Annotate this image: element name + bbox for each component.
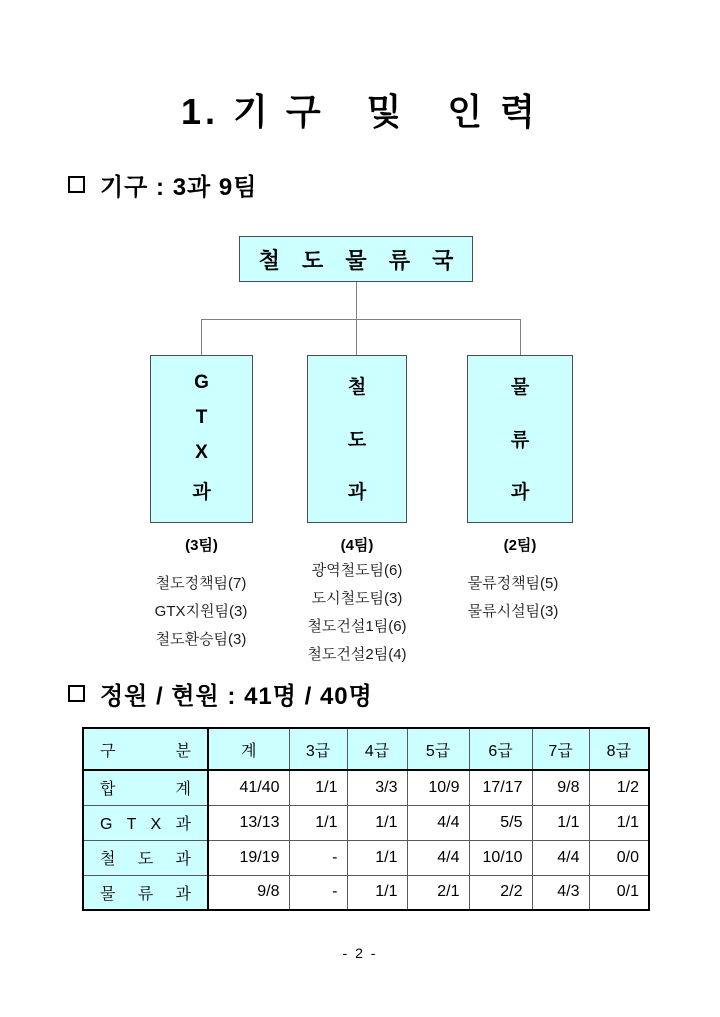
page-title: 1. 기 구 및 인 력: [181, 91, 539, 132]
page-number: - 2 -: [342, 945, 378, 961]
team-list-railroad: [267, 557, 447, 669]
cell-value: 4/3: [532, 875, 589, 910]
cell-value: 17/17: [469, 770, 532, 805]
row-label: 합 계: [83, 770, 208, 805]
team-item: 도시철도팀(3): [311, 590, 403, 607]
col-header-grade5: 5급: [407, 728, 469, 770]
cell-value: 1/2: [589, 770, 649, 805]
cell-value: 0/1: [589, 875, 649, 910]
cell-value: 4/4: [532, 840, 589, 875]
section-heading-organization: [68, 167, 257, 202]
col-header-grade8: 8급: [589, 728, 649, 770]
org-chart-connector-drop-1: [201, 319, 202, 355]
personnel-table: [82, 727, 650, 911]
cell-value: 1/1: [532, 805, 589, 840]
cell-value: 4/4: [407, 805, 469, 840]
org-chart-connector-root: [356, 282, 357, 320]
cell-value: 4/4: [407, 840, 469, 875]
team-item: 철도건설1팀(6): [307, 618, 407, 635]
cell-value: 2/2: [469, 875, 532, 910]
cell-value: 2/1: [407, 875, 469, 910]
cell-value: 1/1: [289, 805, 347, 840]
col-header-grade4: 4급: [347, 728, 407, 770]
dept-char: 물: [510, 377, 530, 398]
square-bullet-icon: [68, 176, 85, 193]
col-header-grade3: 3급: [289, 728, 347, 770]
team-count-logistics: (2팀): [503, 537, 537, 554]
cell-value: 0/0: [589, 840, 649, 875]
cell-value: 19/19: [208, 840, 289, 875]
table-row-railroad: [83, 840, 649, 875]
col-header-grade6: 6급: [469, 728, 532, 770]
col-header-grade7: 7급: [532, 728, 589, 770]
dept-char: 철: [347, 377, 367, 398]
cell-value: 1/1: [289, 770, 347, 805]
cell-value: 10/10: [469, 840, 532, 875]
row-label: G T X 과: [83, 805, 208, 840]
cell-value: 41/40: [208, 770, 289, 805]
table-row-total: [83, 770, 649, 805]
row-label: 철 도 과: [83, 840, 208, 875]
team-item: 철도정책팀(7): [155, 575, 247, 592]
team-item: 물류시설팀(3): [467, 603, 559, 620]
team-count-railroad: (4팀): [340, 537, 374, 554]
dept-char: 과: [192, 482, 211, 503]
cell-value: 3/3: [347, 770, 407, 805]
dept-char: G: [194, 372, 209, 393]
org-chart-dept-box-railroad: [307, 355, 407, 523]
team-item: 철도환승팀(3): [155, 631, 247, 648]
org-chart-connector-drop-2: [356, 319, 357, 355]
cell-value: 9/8: [208, 875, 289, 910]
section-heading-personnel-label: 정원 / 현원 : 41명 / 40명: [100, 683, 373, 710]
team-item: 물류정책팀(5): [467, 575, 559, 592]
org-chart-root-box: 철 도 물 류 국: [239, 236, 473, 282]
col-header-total: 계: [208, 728, 289, 770]
dept-char: 과: [510, 482, 530, 503]
cell-value: 1/1: [347, 805, 407, 840]
team-item: 철도건설2팀(4): [307, 646, 407, 663]
dept-char: 류: [510, 429, 530, 451]
dept-char: 도: [347, 429, 367, 451]
cell-value: 1/1: [347, 840, 407, 875]
dept-char: 과: [347, 482, 367, 503]
cell-value: 1/1: [589, 805, 649, 840]
team-item: 광역철도팀(6): [311, 562, 403, 579]
org-chart-dept-box-gtx: [150, 355, 253, 523]
table-header-row: [83, 728, 649, 770]
row-label: 물 류 과: [83, 875, 208, 910]
team-count-gtx: (3팀): [185, 537, 218, 554]
cell-value: 13/13: [208, 805, 289, 840]
cell-value: 1/1: [347, 875, 407, 910]
cell-value: -: [289, 840, 347, 875]
cell-value: -: [289, 875, 347, 910]
col-header-category: 구 분: [83, 728, 208, 770]
team-item: GTX지원팀(3): [154, 603, 248, 620]
table-row-logistics: [83, 875, 649, 910]
square-bullet-icon: [68, 685, 85, 702]
cell-value: 5/5: [469, 805, 532, 840]
org-chart-dept-box-logistics: [467, 355, 573, 523]
table-row-gtx: [83, 805, 649, 840]
dept-char: T: [195, 407, 208, 428]
dept-char: X: [195, 442, 208, 463]
cell-value: 9/8: [532, 770, 589, 805]
team-list-gtx: [111, 570, 291, 654]
org-chart-connector-drop-3: [520, 319, 521, 355]
section-heading-personnel: [68, 676, 373, 711]
org-chart-connector-horizontal: [201, 319, 521, 320]
cell-value: 10/9: [407, 770, 469, 805]
section-heading-organization-label: 기구 : 3과 9팀: [100, 174, 258, 201]
team-list-logistics: [423, 570, 603, 626]
